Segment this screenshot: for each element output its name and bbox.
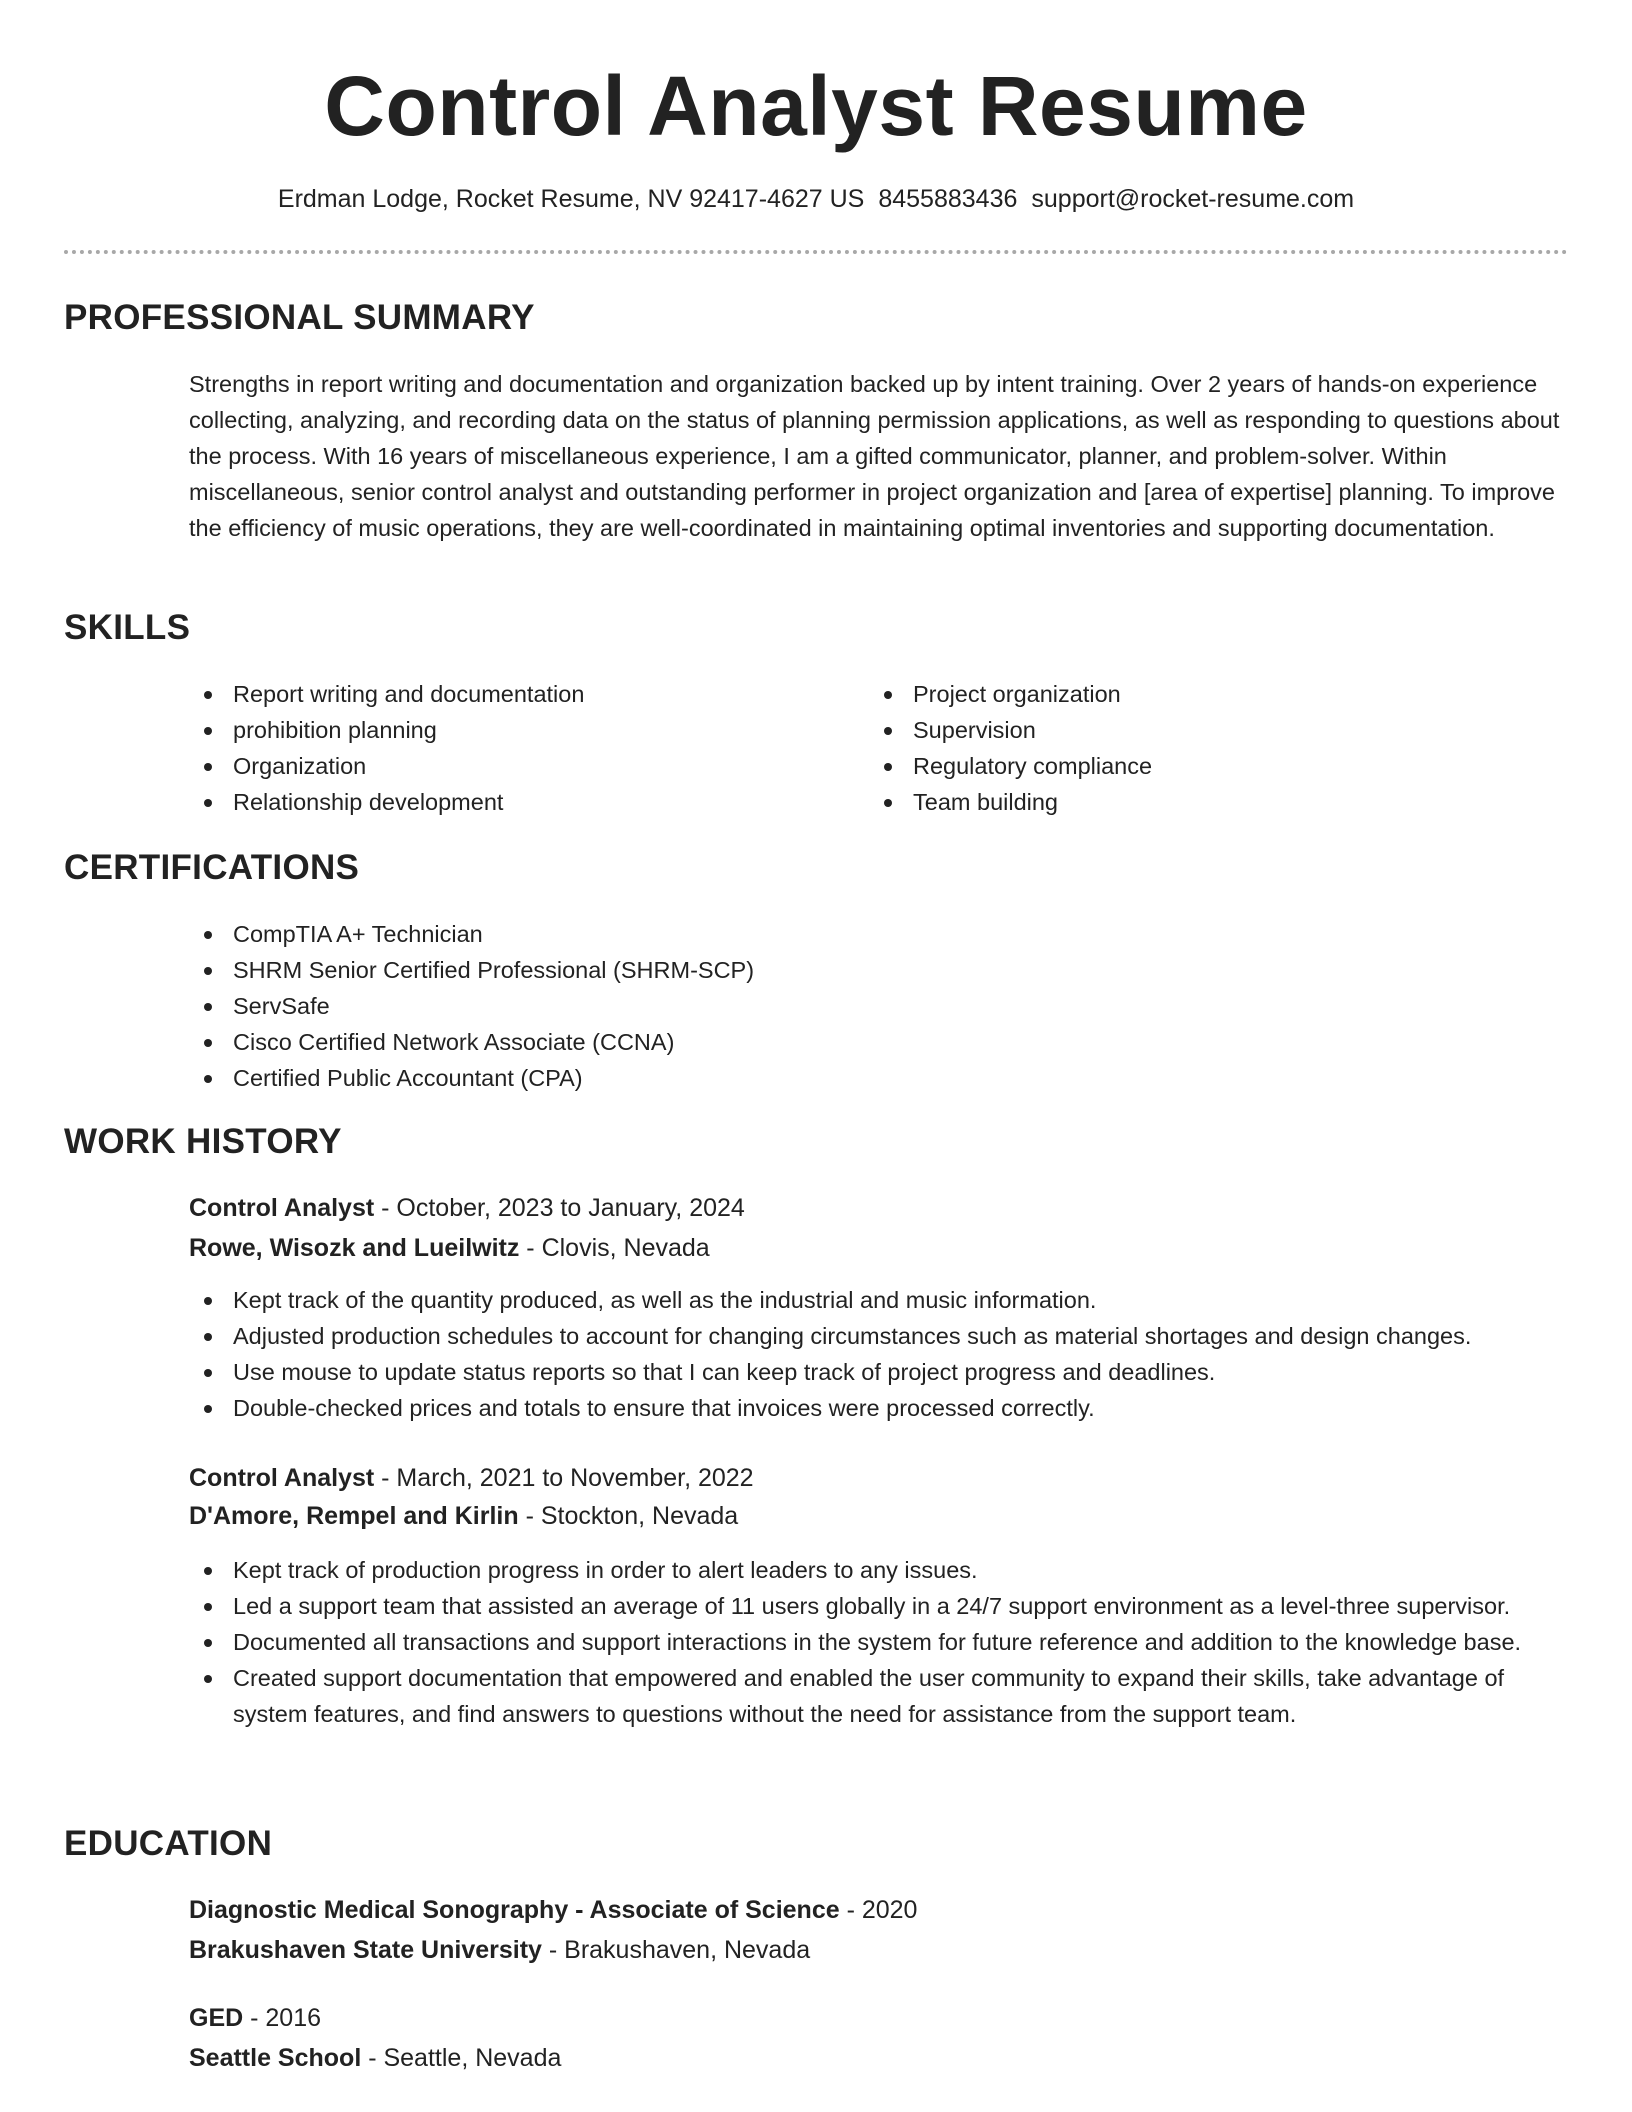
list-item: CompTIA A+ Technician [189,916,1489,952]
certifications-list [189,916,1489,1096]
list-item: ServSafe [189,988,1489,1024]
job-company: D'Amore, Rempel and Kirlin [189,1502,519,1530]
list-item: Relationship development [189,784,829,820]
list-item: Documented all transactions and support interactions in the system for future reference and addition to the knowledge base. [189,1624,1569,1660]
work-heading: WORK HISTORY [64,1122,342,1161]
list-item: prohibition planning [189,712,829,748]
summary-heading: PROFESSIONAL SUMMARY [64,298,535,337]
list-item: Double-checked prices and totals to ensure that invoices were processed correctly. [189,1390,1569,1426]
list-item: Created support documentation that empowered and enabled the user community to expand their skills, take advantage of system features, and find answers to questions without the need for assistance from the support team. [189,1660,1569,1732]
skills-list-right [869,676,1509,820]
list-item: Use mouse to update status reports so that I can keep track of project progress and deadlines. [189,1354,1569,1390]
job-title: Control Analyst [189,1194,375,1222]
job-location: - Stockton, Nevada [518,1502,739,1530]
skills-list-left [189,676,829,820]
list-item: Team building [869,784,1509,820]
job-title-line [189,1190,1569,1226]
contact-phone: 8455883436 [878,185,1018,213]
job-dates: - October, 2023 to January, 2024 [374,1194,745,1222]
education-school: Brakushaven State University [189,1936,542,1964]
education-location: - Brakushaven, Nevada [541,1936,811,1964]
list-item: Regulatory compliance [869,748,1509,784]
job-bullets [189,1552,1569,1732]
education-school: Seattle School [189,2044,362,2072]
page-title: Control Analyst Resume [324,59,1308,153]
education-school-line [189,1932,1569,1968]
list-item: Report writing and documentation [189,676,829,712]
contact-email: support@rocket-resume.com [1031,185,1355,213]
job-company: Rowe, Wisozk and Lueilwitz [189,1234,520,1262]
summary-text: Strengths in report writing and documentation and organization backed up by intent training. Over 2 years of hands-on experience collecting, analyzing, and recording data on the status of planning permission applications, as well as responding to questions about the process. With 16 years of miscellaneous experience, I am a gifted communicator, planner, and problem-solver. Within miscellaneous, senior control analyst and outstanding performer in project organization and [area of expertise] planning. To improve the efficiency of music operations, they are well-coordinated in maintaining optimal inventories and supporting documentation. [189,371,1560,541]
education-heading: EDUCATION [64,1824,273,1863]
job-title: Control Analyst [189,1464,375,1492]
list-item: Led a support team that assisted an average of 11 users globally in a 24/7 support environment as a level-three supervisor. [189,1588,1569,1624]
list-item: Certified Public Accountant (CPA) [189,1060,1489,1096]
education-degree: Diagnostic Medical Sonography - Associate of Science [189,1896,840,1924]
list-item: Kept track of the quantity produced, as well as the industrial and music information. [189,1282,1569,1318]
job-company-line [189,1230,1569,1266]
list-item: Adjusted production schedules to account for changing circumstances such as material shortages and design changes. [189,1318,1569,1354]
education-year: - 2016 [243,2004,322,2032]
education-degree: GED [189,2004,244,2032]
job-dates: - March, 2021 to November, 2022 [374,1464,754,1492]
list-item: Organization [189,748,829,784]
job-bullets [189,1282,1569,1426]
list-item: Project organization [869,676,1509,712]
list-item: Supervision [869,712,1509,748]
education-degree-line [189,2000,1569,2036]
education-school-line [189,2040,1569,2076]
list-item: Cisco Certified Network Associate (CCNA) [189,1024,1489,1060]
education-degree-line [189,1892,1569,1928]
contact-address: Erdman Lodge, Rocket Resume, NV 92417-4627 US [277,185,865,213]
certifications-heading: CERTIFICATIONS [64,848,360,887]
job-company-line [189,1498,1569,1534]
skills-heading: SKILLS [64,608,191,647]
job-title-line [189,1460,1569,1496]
list-item: SHRM Senior Certified Professional (SHRM-SCP) [189,952,1489,988]
list-item: Kept track of production progress in order to alert leaders to any issues. [189,1552,1569,1588]
contact-line [0,182,1632,216]
job-location: - Clovis, Nevada [519,1234,710,1262]
education-location: - Seattle, Nevada [361,2044,562,2072]
header-divider [64,250,1568,254]
education-year: - 2020 [839,1896,918,1924]
